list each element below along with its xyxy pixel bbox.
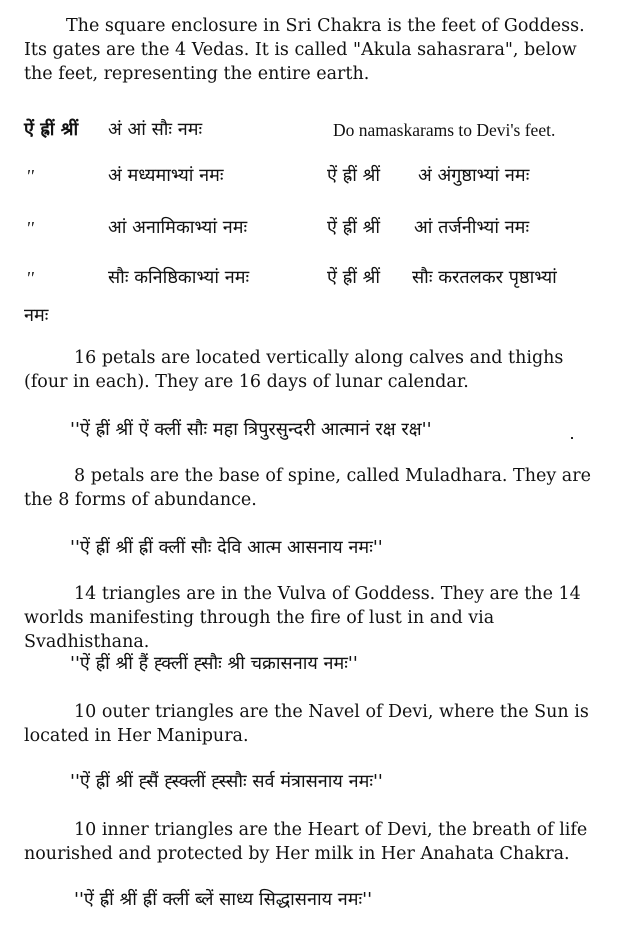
- row-3-right-mantra: आं तर्जनीभ्यां नमः: [414, 217, 530, 238]
- row-4-ditto: '': [26, 268, 34, 288]
- section-2-mantra: ''ऐं ह्रीं श्रीं ह्रीं क्लीं सौः देवि आत्म आसनाय नमः'': [70, 537, 383, 558]
- stray-dot: [571, 437, 573, 439]
- row-1-instruction: Do namaskarams to Devi's feet.: [333, 120, 556, 140]
- row-3-mantra: आं अनामिकाभ्यां नमः: [108, 217, 248, 238]
- row-4-tail: नमः: [24, 305, 49, 326]
- row-1-mantra: अं आं सौः नमः: [108, 119, 203, 140]
- row-2-right-mantra: अं अंगुष्ठाभ्यां नमः: [418, 165, 530, 186]
- section-3-text: 14 triangles are in the Vulva of Goddess. They are the 14 worlds manifesting through the fire of lust in and via Svadhisthana.: [24, 584, 581, 652]
- row-2-seed: ऐं ह्रीं श्रीं: [327, 165, 381, 186]
- section-3-mantra: ''ऐं ह्रीं श्रीं हैं ह्क्लीं ह्सौः श्री चक्रासनाय नमः'': [70, 653, 358, 674]
- row-2-ditto: '': [26, 166, 34, 186]
- section-1-text: 16 petals are located vertically along calves and thighs (four in each). They are 16 days of lunar calendar.: [24, 348, 564, 392]
- row-2-mantra: अं मध्यमाभ्यां नमः: [108, 165, 224, 186]
- row-4-mantra: सौः कनिष्ठिकाभ्यां नमः: [108, 267, 250, 288]
- row-3-ditto: '': [26, 218, 34, 238]
- row-3-seed: ऐं ह्रीं श्रीं: [327, 217, 381, 238]
- row-4-right-mantra: सौः करतलकर पृष्ठाभ्यां: [412, 267, 557, 288]
- row-1-seed: ऐं ह्रीं श्रीं: [24, 119, 79, 140]
- section-1-mantra: ''ऐं ह्रीं श्रीं ऐं क्लीं सौः महा त्रिपुरसुन्दरी आत्मानं रक्ष रक्ष'': [70, 419, 432, 440]
- row-4-seed: ऐं ह्रीं श्रीं: [327, 267, 381, 288]
- section-5-mantra: ''ऐं ह्रीं श्रीं ह्रीं क्लीं ब्लें साध्य सिद्धासनाय नमः'': [74, 889, 373, 910]
- section-5-text: 10 inner triangles are the Heart of Devi, the breath of life nourished and protected by Her milk in Her Anahata Chakra.: [24, 820, 588, 864]
- section-2-text: 8 petals are the base of spine, called Muladhara. They are the 8 forms of abundance.: [24, 466, 591, 510]
- section-4-mantra: ''ऐं ह्रीं श्रीं ह्सैं ह्स्क्लीं ह्स्सौः सर्व मंत्रासनाय नमः'': [70, 771, 383, 792]
- intro-paragraph: The square enclosure in Sri Chakra is the feet of Goddess. Its gates are the 4 Vedas. It is called "Akula sahasrara", below the feet, representing the entire earth.: [24, 16, 585, 84]
- section-4-text: 10 outer triangles are the Navel of Devi, where the Sun is located in Her Manipura.: [24, 702, 589, 746]
